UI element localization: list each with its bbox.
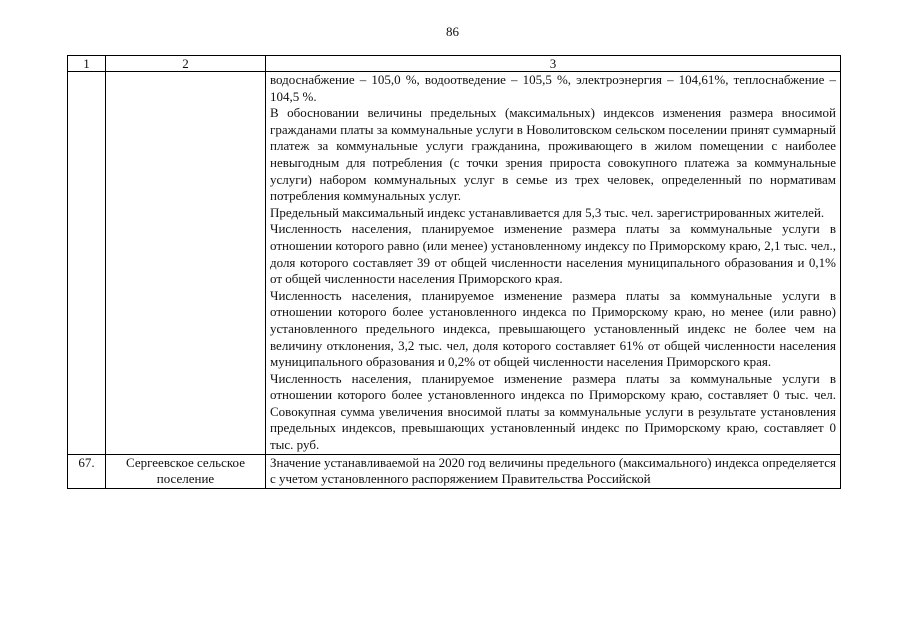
paragraph: Предельный максимальный индекс устанавливается для 5,3 тыс. чел. зарегистрированных жителей. — [270, 204, 825, 220]
row-content — [266, 72, 841, 455]
paragraph: В обосновании величины предельных (максимальных) индексов изменения размера вносимой гражданами платы за коммунальные услуги в Новолитовском сельском поселении принят суммарный платеж за коммунальные услуги гражданина, проживающего в жилом помещении с наиболее невыгодным для потребления (с точки зрения прироста совокупного платежа за коммунальные услуги) набором коммунальных услуг в семье из трех человек, определенный по нормативам потребления коммунальных услуг. — [270, 105, 836, 204]
table-row — [68, 72, 841, 455]
table-row — [68, 454, 841, 488]
settlement-name: Сергеевское сельское поселение — [106, 454, 266, 488]
paragraph: Численность населения, планируемое изменение размера платы за коммунальные услуги в отношении которого более установленного индекса по Приморскому краю, составляет 0 тыс. чел. Совокупная сумма увеличения вносимой платы за коммунальные услуги в результате установления предельных индексов, превышающих установленный индекс по Приморскому краю, составляет 0 тыс. руб. — [270, 370, 836, 453]
data-table — [67, 55, 841, 489]
row-number — [68, 72, 106, 455]
row-content — [266, 454, 841, 488]
table-header-row — [68, 56, 841, 72]
paragraph: Численность населения, планируемое изменение размера платы за коммунальные услуги в отношении которого равно (или менее) установленному индексу по Приморскому краю, 2,1 тыс. чел., доля которого составляет 39 от общей численности населения муниципального образования и 0,1% от общей численности населения Приморского края. — [270, 221, 836, 287]
column-header: 3 — [266, 56, 841, 72]
page-number: 86 — [446, 24, 459, 39]
paragraph: водоснабжение – 105,0 %, водоотведение – 105,5 %, электроэнергия – 104,61%, теплоснабжение – 104,5 %. — [270, 72, 836, 104]
paragraph: Значение устанавливаемой на 2020 год величины предельного (максимального) индекса определяется с учетом установленного распоряжением Правительства Российской — [270, 454, 836, 487]
row-number: 67. — [68, 454, 106, 488]
column-header: 2 — [106, 56, 266, 72]
column-header: 1 — [68, 56, 106, 72]
paragraph: Численность населения, планируемое изменение размера платы за коммунальные услуги в отношении которого более установленного индекса по Приморскому краю, но менее (или равно) установленного предельного индекса, превышающего установленный индекс не более чем на величину отклонения, 3,2 тыс. чел, доля которого составляет 61% от общей численности населения муниципального образования и 0,2% от общей численности населения Приморского края. — [270, 287, 836, 370]
settlement-name — [106, 72, 266, 455]
